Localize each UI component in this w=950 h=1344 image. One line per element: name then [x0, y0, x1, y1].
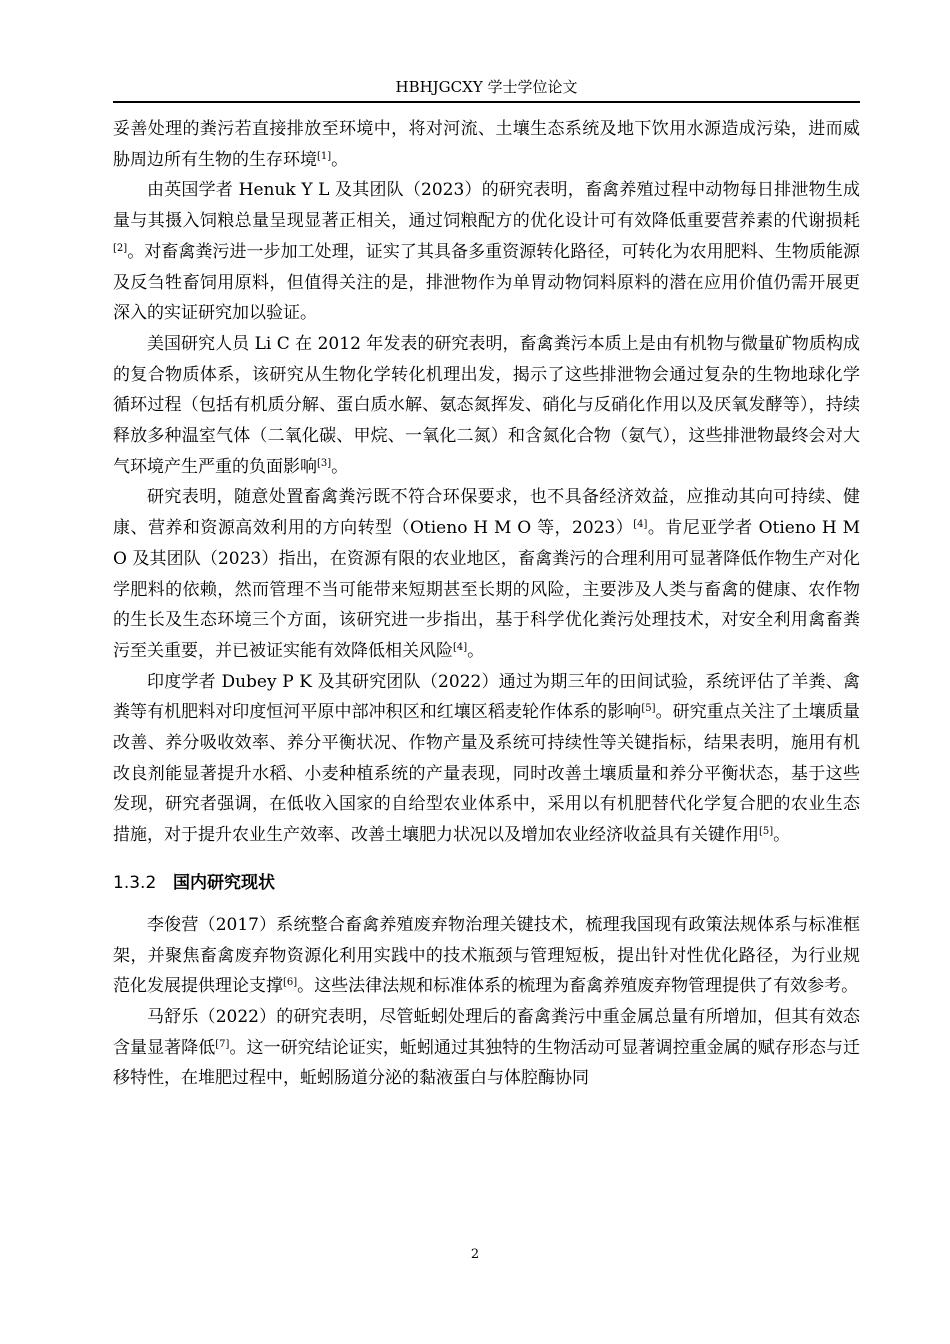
text-run: 。这些法律法规和标准体系的梳理为畜禽养殖废弃物管理提供了有效参考。: [297, 976, 859, 997]
citation-ref: [6]: [283, 977, 298, 989]
citation-ref: [4]: [453, 641, 468, 653]
section-title: 国内研究现状: [173, 872, 275, 893]
paragraph-ma-shule: [113, 1002, 860, 1094]
text-run: 。: [331, 149, 349, 170]
paragraph-li-junying: [113, 910, 860, 1002]
citation-ref: [1]: [317, 150, 332, 162]
header-rule: [113, 101, 860, 103]
citation-ref: [7]: [215, 1038, 230, 1050]
citation-ref: [3]: [317, 457, 332, 469]
citation-ref: [5]: [759, 826, 774, 838]
text-run: 。: [773, 825, 791, 846]
page-number: 2: [470, 1247, 480, 1262]
section-heading: [113, 869, 860, 897]
text-run: 。研究重点关注了土壤质量改善、养分吸收效率、养分平衡状况、作物产量及系统可持续性等关键指标，结果表明，施用有机改良剂能显著提升水稻、小麦种植系统的产量表现，同时改善土壤质量和养分平衡状态，基于这些发现，研究者强调，在低收入国家的自给型农业体系中，采用以有机肥替代化学复合肥的农业生态措施，对于提升农业生产效率、改善土壤肥力状况以及增加农业经济收益具有关键作用: [113, 702, 861, 846]
text-run: 。: [467, 640, 485, 661]
text-run: 。对畜禽粪污进一步加工处理，证实了其具备多重资源转化路径，可转化为农用肥料、生物质能源及反刍牲畜饲用原料，但值得关注的是，排泄物作为单胃动物饲料原料的潜在应用价值仍需开展更深入的实证研究加以验证。: [113, 241, 860, 324]
paragraph-continuation: [113, 114, 860, 175]
text-run: 研究表明，随意处置畜禽粪污既不符合环保要求，也不具备经济效益，应推动其向可持续、健康、营养和资源高效利用的方向转型（Otieno H M O 等，2023）: [113, 487, 860, 539]
paragraph-otieno: [113, 482, 860, 666]
citation-ref: [5]: [641, 703, 656, 715]
text-run: 李俊营（2017）系统整合畜禽养殖废弃物治理关键技术，梳理我国现有政策法规体系与标准框架，并聚焦畜禽废弃物资源化利用实践中的技术瓶颈与管理短板，提出针对性优化路径，为行业规范化发展提供理论支撑: [113, 914, 860, 997]
body-text: [113, 114, 860, 1094]
running-header: HBHJGCXY 学士学位论文: [395, 78, 578, 96]
text-run: 。肯尼亚学者 Otieno H M O 及其团队（2023）指出，在资源有限的农业地区，畜禽粪污的合理利用可显著降低作物生产对化学肥料的依赖，然而管理不当可能带来短期甚至长期的风险，主要涉及人类与畜禽的健康、农作物的生长及生态环境三个方面，该研究进一步指出，基于科学优化粪污处理技术，对安全利用禽畜粪污至关重要，并已被证实能有效降低相关风险: [113, 518, 860, 661]
text-run: 美国研究人员 Li C 在 2012 年发表的研究表明，畜禽粪污本质上是由有机物与微量矿物质构成的复合物质体系，该研究从生物化学转化机理出发，揭示了这些排泄物会通过复杂的生物地球化学循环过程（包括有机质分解、蛋白质水解、氨态氮挥发、硝化与反硝化作用以及厌氧发酵等），持续释放多种温室气体（二氧化碳、甲烷、一氧化二氮）和含氮化合物（氨气），这些排泄物最终会对大气环境产生严重的负面影响: [113, 333, 860, 477]
text-run: 印度学者 Dubey P K 及其研究团队（2022）通过为期三年的田间试验，系统评估了羊粪、禽粪等有机肥料对印度恒河平原中部冲积区和红壤区稻麦轮作体系的影响: [113, 671, 860, 723]
citation-ref: [4]: [633, 519, 648, 531]
paragraph-dubey: [113, 667, 860, 851]
text-run: 由英国学者 Henuk Y L 及其团队（2023）的研究表明，畜禽养殖过程中动物每日排泄物生成量与其摄入饲粮总量呈现显著正相关，通过饲粮配方的优化设计可有效降低重要营养素的代谢损耗: [113, 180, 860, 232]
section-number: 1.3.2: [113, 872, 157, 893]
citation-ref: [2]: [113, 242, 128, 254]
paragraph-henuk: [113, 175, 860, 329]
text-run: 。这一研究结论证实，蚯蚓通过其独特的生物活动可显著调控重金属的赋存形态与迁移特性，在堆肥过程中，蚯蚓肠道分泌的黏液蛋白与体腔酶协同: [113, 1037, 861, 1089]
text-run: 。: [331, 456, 349, 477]
text-run: 马舒乐（2022）的研究表明，尽管蚯蚓处理后的畜禽粪污中重金属总量有所增加，但其有效态含量显著降低: [113, 1006, 860, 1058]
paragraph-li: [113, 329, 860, 483]
text-run: 妥善处理的粪污若直接排放至环境中，将对河流、土壤生态系统及地下饮用水源造成污染，进而威胁周边所有生物的生存环境: [113, 119, 860, 170]
